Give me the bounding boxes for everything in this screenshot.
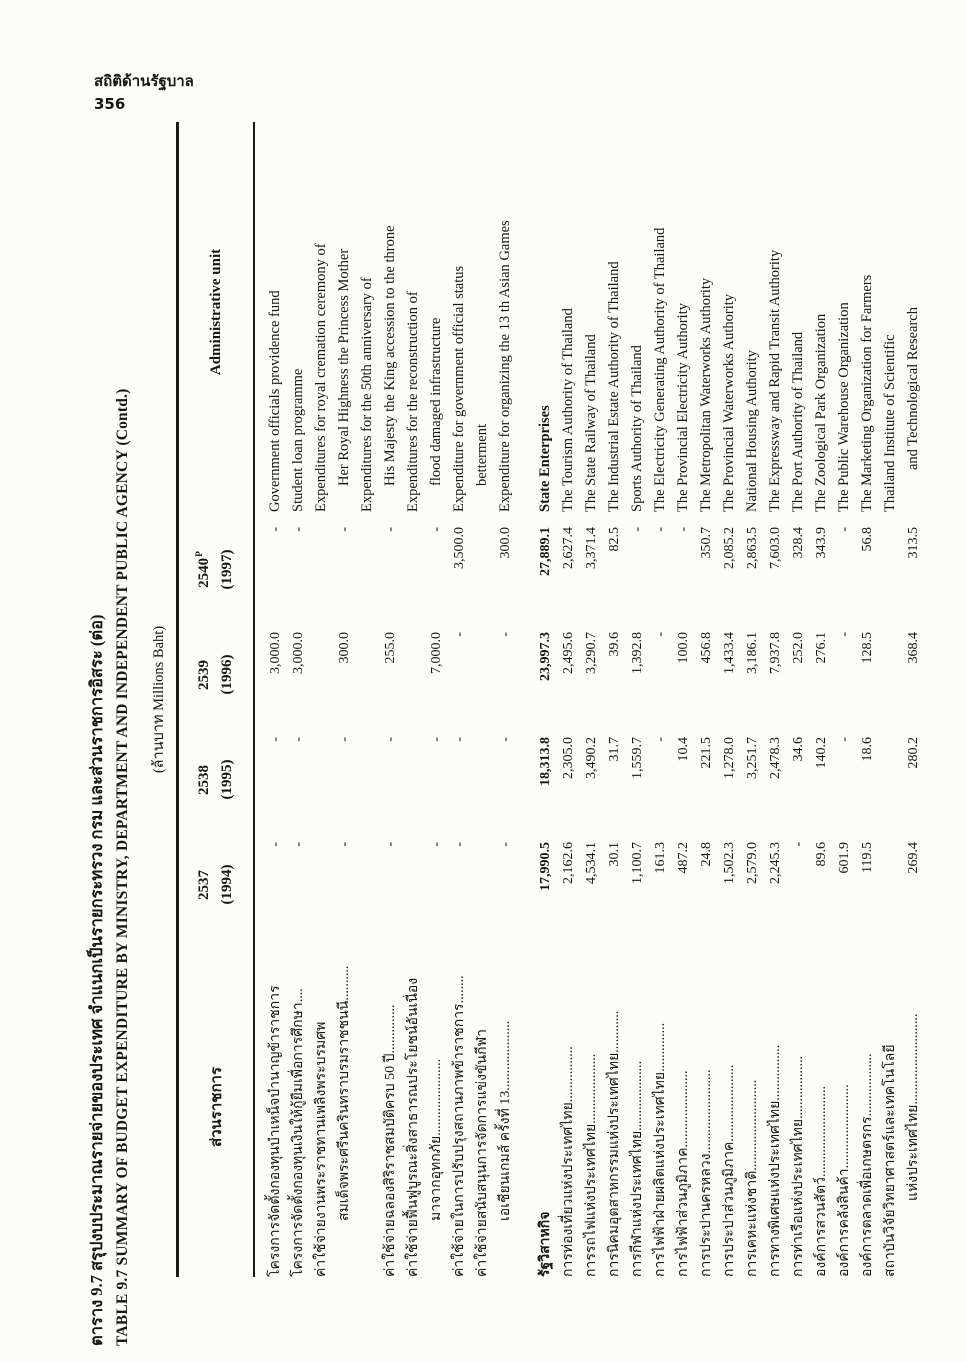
row-label-thai: การท่าเรือแห่งประเทศไทย.................. — [791, 1055, 806, 1277]
row-label-thai: แห่งประเทศไทย.......................... — [906, 1013, 921, 1201]
page-number: 356 — [94, 95, 126, 114]
row-spacer — [425, 512, 448, 527]
value-2539: 3,000.0 — [268, 632, 283, 674]
row-label-english: Student loan programme — [290, 368, 306, 512]
table-row — [494, 122, 517, 1277]
column-header-administrative-unit: Administrative unit — [207, 248, 224, 376]
value-2540: 27,889.1 — [538, 527, 553, 576]
value-2537 — [310, 842, 333, 937]
value-2538: - — [337, 737, 352, 742]
row-spacer — [333, 512, 356, 527]
row-spacer — [810, 512, 833, 527]
row-label-english: Expenditures for the 50th anniversary of — [359, 277, 375, 512]
value-2537: - — [268, 842, 283, 847]
row-spacer — [879, 512, 902, 527]
value-2539: 300.0 — [337, 632, 352, 664]
value-2537: 2,579.0 — [745, 842, 760, 884]
row-label-english: The Tourism Authority of Thailand — [560, 308, 576, 512]
value-2539: 1,433.4 — [722, 632, 737, 674]
value-2537: 487.2 — [676, 842, 691, 874]
value-2539: 7,937.8 — [768, 632, 783, 674]
row-spacer — [902, 512, 925, 527]
column-header-thai-unit: ส่วนราชการ — [209, 1066, 225, 1148]
table-row — [580, 122, 603, 1277]
value-2540: - — [337, 527, 352, 532]
value-2537: 119.5 — [860, 842, 875, 873]
row-spacer — [603, 512, 626, 527]
value-2537: - — [291, 842, 306, 847]
value-2537: - — [791, 842, 806, 847]
value-2537 — [471, 842, 494, 937]
value-2538 — [402, 737, 425, 842]
table-row — [626, 122, 649, 1277]
year-be: 2538 — [195, 765, 212, 795]
value-2537: - — [429, 842, 444, 847]
table-row — [425, 122, 448, 1277]
value-2539 — [879, 632, 902, 737]
year-be: 2537 — [195, 870, 212, 900]
row-spacer — [557, 512, 580, 527]
value-2540: 350.7 — [699, 527, 714, 559]
value-2538: 31.7 — [607, 737, 622, 762]
value-2540: - — [653, 527, 668, 532]
table-row — [810, 122, 833, 1277]
row-label-english: flood damaged infrastructure — [428, 317, 444, 486]
row-label-english: The Public Warehouse Organization — [836, 302, 852, 512]
value-2538: 1,559.7 — [630, 737, 645, 779]
row-label-english: The Marketing Organization for Farmers — [859, 274, 875, 512]
row-spacer — [264, 512, 287, 527]
value-2540 — [879, 527, 902, 632]
value-2538: 2,305.0 — [561, 737, 576, 779]
table-row — [741, 122, 764, 1277]
value-2539: 456.8 — [699, 632, 714, 664]
value-2540 — [402, 527, 425, 632]
row-label-thai: ค่าใช้จ่ายสนับสนุนการจัดการแข่งขันกีฬา — [475, 1028, 490, 1277]
value-2537: 17,990.5 — [538, 842, 553, 891]
table-unit-subtitle: (ล้านบาท Millions Baht) — [151, 625, 167, 774]
value-2539: - — [498, 632, 513, 637]
value-2537: - — [452, 842, 467, 847]
value-2540: 3,500.0 — [452, 527, 467, 569]
table-row — [356, 122, 379, 1277]
value-2538: - — [268, 737, 283, 742]
value-2540: 2,627.4 — [561, 527, 576, 569]
row-label-english: State Enterprises — [537, 405, 553, 512]
value-2538 — [310, 737, 333, 842]
row-label-english: Government officials providence fund — [267, 290, 283, 512]
value-2537: 24.8 — [699, 842, 714, 867]
row-spacer — [448, 512, 471, 527]
row-label-english: The State Railway of Thailand — [583, 334, 599, 512]
value-2539: 368.4 — [906, 632, 921, 664]
value-2539: 128.5 — [860, 632, 875, 664]
column-header-year-2537 — [193, 832, 240, 937]
value-2537: 2,245.3 — [768, 842, 783, 884]
value-2539: 255.0 — [383, 632, 398, 664]
row-label-english: Expenditures for royal cremation ceremony of — [313, 243, 329, 512]
row-spacer — [356, 512, 379, 527]
year-note: P — [194, 551, 205, 557]
value-2538: 18,313.8 — [538, 737, 553, 786]
value-2540 — [310, 527, 333, 632]
value-2540: - — [676, 527, 691, 532]
value-2539: 3,186.1 — [745, 632, 760, 674]
row-label-thai: ค่าใช้จ่ายงานพระราชทานเพลิงพระบรมศพ — [314, 1021, 329, 1277]
row-label-thai: โครงการจัดตั้งกองทุนเงินให้กู้ยืมเพื่อการศึกษา.... — [291, 988, 306, 1277]
row-spacer — [695, 512, 718, 527]
row-label-thai: การเคหะแห่งชาติ.......................... — [745, 1079, 760, 1277]
value-2537 — [879, 842, 902, 937]
table-row — [764, 122, 787, 1277]
value-2538 — [471, 737, 494, 842]
value-2540: - — [837, 527, 852, 532]
table-row — [379, 122, 402, 1277]
value-2539: 23,997.3 — [538, 632, 553, 681]
row-label-thai: รัฐวิสาหกิจ — [538, 1211, 553, 1277]
value-2539 — [310, 632, 333, 737]
table-row — [833, 122, 856, 1277]
row-label-english: Expenditure for government official status — [451, 265, 467, 512]
value-2537: 1,502.3 — [722, 842, 737, 884]
value-2540: 313.5 — [906, 527, 921, 559]
value-2539: 2,495.6 — [561, 632, 576, 674]
value-2538: - — [653, 737, 668, 742]
column-header-year-2540 — [193, 517, 240, 622]
row-spacer — [402, 512, 425, 527]
value-2540: 82.5 — [607, 527, 622, 552]
table-row — [718, 122, 741, 1277]
table-row — [649, 122, 672, 1277]
value-2538: 18.6 — [860, 737, 875, 762]
row-label-thai: องค์การสวนสัตว์.......................... — [814, 1086, 829, 1277]
table-title-english: TABLE 9.7 SUMMARY OF BUDGET EXPENDITURE BY MINISTRY, DEPARTMENT AND INDEPENDENT PUBLIC AGENCY (Contd.) — [114, 388, 131, 1346]
table-row — [264, 122, 287, 1277]
row-label-english: National Housing Authority — [744, 350, 760, 512]
value-2538: - — [383, 737, 398, 742]
row-spacer — [287, 512, 310, 527]
value-2538 — [879, 737, 902, 842]
column-header-year-2538 — [193, 727, 240, 832]
row-spacer — [626, 512, 649, 527]
row-spacer — [494, 512, 517, 527]
value-2539 — [471, 632, 494, 737]
row-label-thai: มาจากอุทกภัย...................... — [429, 1058, 444, 1221]
value-2538: - — [498, 737, 513, 742]
year-ad: (1994) — [219, 864, 235, 905]
row-label-english: Sports Authority of Thailand — [629, 345, 645, 512]
value-2538: 2,478.3 — [768, 737, 783, 779]
value-2538: 3,251.7 — [745, 737, 760, 779]
value-2540: 343.9 — [814, 527, 829, 559]
row-spacer — [649, 512, 672, 527]
row-label-english: The Provincial Electricity Authority — [675, 303, 691, 512]
value-2540: 7,603.0 — [768, 527, 783, 569]
row-label-english: Thailand Institute of Scientific — [882, 334, 898, 512]
row-label-english: The Expressway and Rapid Transit Authority — [767, 249, 783, 512]
row-spacer — [787, 512, 810, 527]
row-spacer — [856, 512, 879, 527]
value-2539 — [402, 632, 425, 737]
row-label-english: The Electricity Generating Authority of Thailand — [652, 227, 668, 512]
row-label-thai: องค์การตลาดเพื่อเกษตรกร.................. — [860, 1053, 875, 1277]
value-2537 — [402, 842, 425, 937]
table-row — [695, 122, 718, 1277]
value-2538: 34.6 — [791, 737, 806, 762]
value-2537: 269.4 — [906, 842, 921, 874]
value-2540: - — [630, 527, 645, 532]
table-row — [879, 122, 902, 1277]
value-2538: - — [452, 737, 467, 742]
value-2540: 300.0 — [498, 527, 513, 559]
table-row — [672, 122, 695, 1277]
table-row — [448, 122, 471, 1277]
row-label-thai: สมเด็จพระศรีนครินทราบรมราชชนนี.......... — [337, 965, 352, 1221]
table-row — [471, 122, 494, 1277]
year-be: 2540 — [195, 557, 212, 588]
row-label-english: The Industrial Estate Authority of Thailand — [606, 261, 622, 512]
value-2538: - — [429, 737, 444, 742]
value-2538: 10.4 — [676, 737, 691, 762]
row-label-thai: การประปาส่วนภูมิภาค...................... — [722, 1064, 737, 1277]
year-be: 2539 — [195, 660, 212, 690]
row-label-thai — [356, 937, 379, 1277]
value-2537: 601.9 — [837, 842, 852, 874]
value-2538: - — [291, 737, 306, 742]
year-ad: (1996) — [219, 654, 235, 695]
value-2538: 3,490.2 — [584, 737, 599, 779]
row-label-thai: โครงการจัดตั้งกองทุนบำเหน็จบำนาญข้าราชการ — [268, 985, 283, 1277]
value-2538: 221.5 — [699, 737, 714, 769]
value-2540: - — [429, 527, 444, 532]
row-label-english: and Technological Research — [905, 307, 921, 470]
value-2539: 3,000.0 — [291, 632, 306, 674]
value-2540: 56.8 — [860, 527, 875, 552]
row-label-thai: ค่าใช้จ่ายในการปรับปรุงสถานภาพข้าราชการ........ — [452, 975, 467, 1277]
row-label-english: betterment — [474, 423, 490, 486]
table-row — [534, 122, 557, 1277]
budget-table — [176, 122, 925, 1277]
row-label-thai: สถาบันวิจัยวิทยาศาสตร์และเทคโนโลยี — [883, 1044, 898, 1277]
row-spacer — [741, 512, 764, 527]
row-spacer — [580, 512, 603, 527]
row-label-thai: การนิคมอุตสาหกรรมแห่งประเทศไทย............ — [607, 1010, 622, 1277]
row-label-english: Expenditures for the reconstruction of — [405, 291, 421, 512]
value-2539: 7,000.0 — [429, 632, 444, 674]
value-2537: 30.1 — [607, 842, 622, 867]
value-2537: - — [498, 842, 513, 847]
value-2537: 1,100.7 — [630, 842, 645, 884]
value-2539: - — [653, 632, 668, 637]
value-2538: 280.2 — [906, 737, 921, 769]
row-label-thai: การไฟฟ้าส่วนภูมิภาค...................... — [676, 1070, 691, 1277]
value-2539: 100.0 — [676, 632, 691, 664]
row-label-thai: การท่องเที่ยวแห่งประเทศไทย................ — [561, 1046, 576, 1277]
row-label-thai: การกีฬาแห่งประเทศไทย.................... — [630, 1060, 645, 1277]
row-label-english: The Zoological Park Organization — [813, 313, 829, 512]
column-header-year-2539 — [193, 622, 240, 727]
row-label-thai: องค์การคลังสินค้า........................ — [837, 1084, 852, 1277]
page-header-section-title: สถิติด้านรัฐบาล — [94, 72, 194, 90]
table-row — [310, 122, 333, 1277]
row-label-english: Expenditure for organizing the 13 th Asian Games — [497, 220, 513, 512]
value-2540 — [356, 527, 379, 632]
value-2540: - — [383, 527, 398, 532]
row-spacer — [764, 512, 787, 527]
value-2540 — [471, 527, 494, 632]
value-2537: 89.6 — [814, 842, 829, 867]
row-label-thai: ค่าใช้จ่ายฟื้นฟูบูรณะสิ่งสาธารณประโยชน์อันเนื่อง — [406, 977, 421, 1277]
row-label-english: His Majesty the King accession to the throne — [382, 225, 398, 486]
row-spacer — [718, 512, 741, 527]
row-spacer — [534, 512, 557, 527]
value-2537: 161.3 — [653, 842, 668, 874]
table-row — [557, 122, 580, 1277]
value-2537: - — [337, 842, 352, 847]
value-2538: 140.2 — [814, 737, 829, 769]
year-ad: (1995) — [219, 759, 235, 800]
table-title-thai: ตาราง 9.7 สรุปงบประมาณรายจ่ายของประเทศ จำแนกเป็นรายกระทรวง กรม และส่วนราชการอิสระ (ต่อ) — [87, 614, 106, 1346]
table-row — [333, 122, 356, 1277]
value-2538: - — [837, 737, 852, 742]
table-row — [856, 122, 879, 1277]
row-label-english: The Provincial Waterworks Authority — [721, 293, 737, 512]
table-row — [287, 122, 310, 1277]
row-label-thai: การประปานครหลวง........................ — [699, 1069, 714, 1277]
row-label-thai: ค่าใช้จ่ายฉลองสิริราชสมบัติครบ 50 ปี.............. — [383, 1004, 398, 1277]
row-spacer — [310, 512, 333, 527]
row-label-english: Her Royal Highness the Princess Mother — [336, 248, 352, 486]
value-2539: 1,392.8 — [630, 632, 645, 674]
row-label-english: The Port Authority of Thailand — [790, 331, 806, 512]
value-2540: - — [268, 527, 283, 532]
value-2540: 3,371.4 — [584, 527, 599, 569]
row-spacer — [833, 512, 856, 527]
value-2538: 1,278.0 — [722, 737, 737, 779]
row-spacer — [672, 512, 695, 527]
table-row — [902, 122, 925, 1277]
row-label-english: The Metropolitan Waterworks Authority — [698, 277, 714, 512]
row-label-thai: การไฟฟ้าฝ่ายผลิตแห่งประเทศไทย.............. — [653, 1022, 668, 1277]
table-row — [603, 122, 626, 1277]
value-2539: 3,290.7 — [584, 632, 599, 674]
value-2539: 39.6 — [607, 632, 622, 657]
row-label-thai: การรถไฟแห่งประเทศไทย.................... — [584, 1053, 599, 1277]
row-label-thai: การทางพิเศษแห่งประเทศไทย................ — [768, 1044, 783, 1277]
value-2539: 252.0 — [791, 632, 806, 664]
value-2540: - — [291, 527, 306, 532]
table-row — [402, 122, 425, 1277]
value-2539: 276.1 — [814, 632, 829, 664]
table-body — [255, 122, 925, 1277]
row-label-thai: เอเชียนเกมส์ ครั้งที่ 13.................... — [498, 1020, 513, 1221]
value-2537: 2,162.6 — [561, 842, 576, 884]
value-2540: 2,085.2 — [722, 527, 737, 569]
year-ad: (1997) — [219, 549, 235, 590]
row-spacer — [379, 512, 402, 527]
table-header-row — [176, 122, 255, 1277]
value-2537: - — [383, 842, 398, 847]
row-spacer — [471, 512, 494, 527]
value-2539 — [356, 632, 379, 737]
value-2539: - — [837, 632, 852, 637]
value-2540: 328.4 — [791, 527, 806, 559]
value-2537: 4,534.1 — [584, 842, 599, 884]
value-2540: 2,863.5 — [745, 527, 760, 569]
value-2537 — [356, 842, 379, 937]
table-row — [787, 122, 810, 1277]
value-2539: - — [452, 632, 467, 637]
value-2538 — [356, 737, 379, 842]
